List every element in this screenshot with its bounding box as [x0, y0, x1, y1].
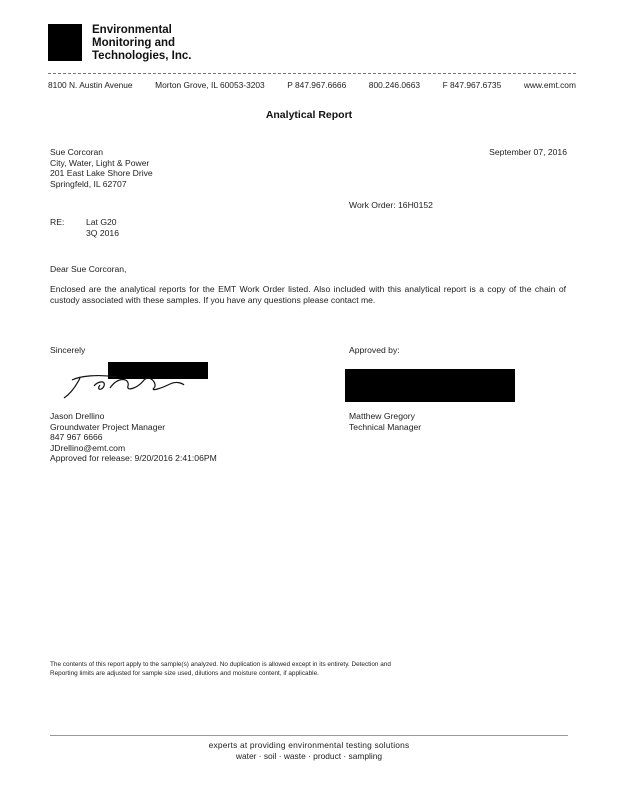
footer-services: water · soil · waste · product · sampling: [235, 751, 383, 761]
company-name-line-3: Technologies, Inc.: [92, 50, 192, 62]
address-city: Morton Grove, IL 60053-3203: [155, 80, 265, 90]
footer: [0, 740, 618, 762]
footer-tagline: experts at providing environmental testing solutions: [208, 740, 410, 750]
report-date: September 07, 2016: [489, 147, 567, 157]
recipient-name: Sue Corcoran: [50, 147, 104, 157]
footer-divider: [50, 735, 568, 736]
company-logo: [48, 24, 82, 61]
left-signer-phone: 847 967 6666: [50, 432, 103, 442]
company-name-line-1: Environmental: [92, 24, 172, 36]
right-signer-title: Technical Manager: [349, 421, 422, 432]
redaction-box-right: [345, 369, 515, 402]
re-subject-line-2: 3Q 2016: [86, 227, 119, 238]
closing-sincerely: Sincerely: [50, 345, 86, 355]
re-label: RE:: [50, 217, 65, 227]
re-subject: [86, 217, 119, 238]
report-title: Analytical Report: [265, 109, 353, 121]
disclaimer: [50, 660, 391, 678]
company-name: [92, 24, 191, 63]
address-phone: P 847.967.6666: [287, 80, 347, 90]
left-signer-release: Approved for release: 9/20/2016 2:41:06PM: [50, 453, 217, 463]
company-name-line-2: Monitoring and: [92, 37, 176, 49]
body-paragraph: Enclosed are the analytical reports for the EMT Work Order listed. Also included with this analytical report is a copy of the chain of custody associated with these samples. If you have any questions please contact me.: [50, 284, 566, 305]
address-street: 8100 N. Austin Avenue: [48, 80, 133, 90]
left-signer-title: Groundwater Project Manager: [50, 421, 166, 432]
left-signer-email[interactable]: JDrellino@emt.com: [50, 442, 126, 453]
disclaimer-line-1: The contents of this report apply to the sample(s) analyzed. No duplication is allowed except in its entirety. Detection and: [50, 661, 391, 668]
re-subject-line-1: Lat G20: [86, 217, 117, 227]
recipient-street: 201 East Lake Shore Drive: [50, 168, 153, 178]
left-signer-name: Jason Drellino: [50, 411, 105, 421]
work-order: Work Order: 16H0152: [349, 200, 433, 210]
closing-approved-by: Approved by:: [349, 345, 400, 355]
recipient-block: [50, 147, 153, 189]
address-fax: F 847.967.6735: [442, 80, 502, 90]
header-divider: [48, 73, 576, 74]
disclaimer-line-2: Reporting limits are adjusted for sample size used, dilutions and moisture content, if applicable.: [50, 670, 319, 677]
company-address: [48, 80, 576, 90]
handwritten-signature: [58, 366, 188, 400]
right-signer-block: [349, 411, 421, 432]
right-signer-name: Matthew Gregory: [349, 411, 415, 421]
recipient-org: City, Water, Light & Power: [50, 157, 150, 168]
address-website: www.emt.com: [523, 80, 576, 90]
left-signer-block: [50, 411, 217, 464]
address-tollfree: 800.246.0663: [368, 80, 421, 90]
recipient-city: Springfeld, IL 62707: [50, 178, 127, 189]
salutation: Dear Sue Corcoran,: [50, 264, 127, 274]
